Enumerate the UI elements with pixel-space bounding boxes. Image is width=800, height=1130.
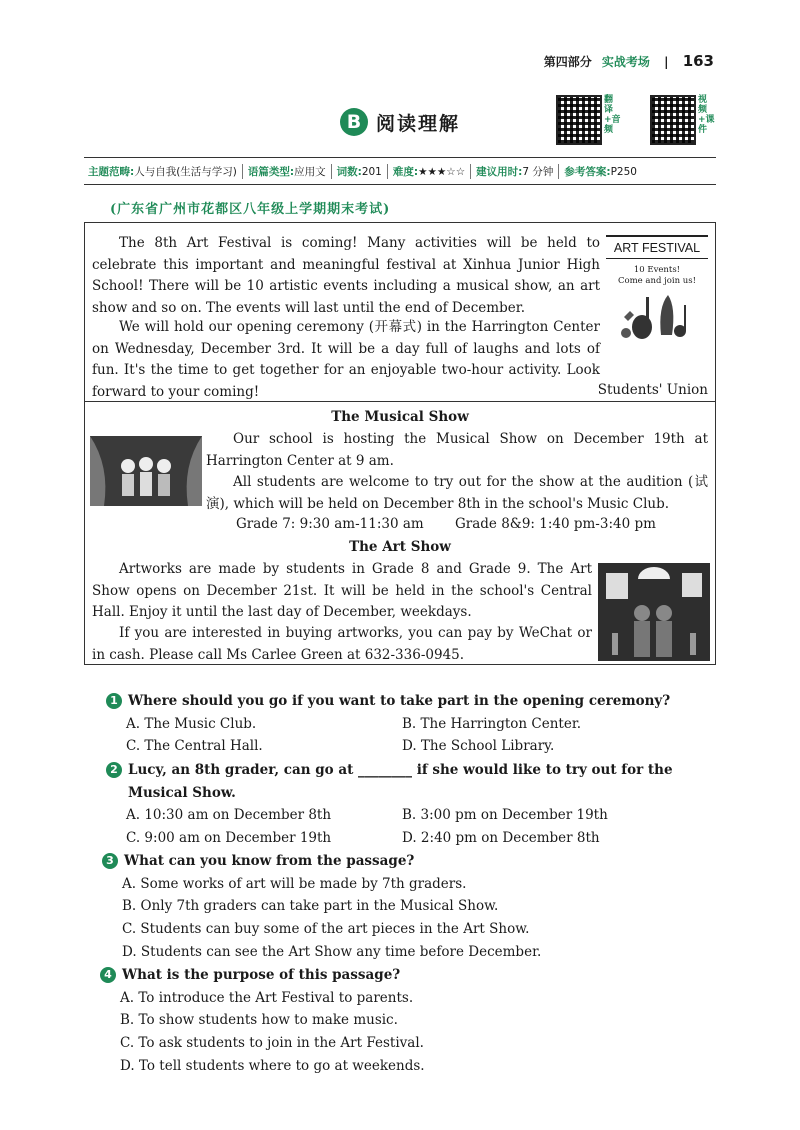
option-d[interactable]: D. The School Library. bbox=[402, 738, 555, 755]
option-c[interactable]: C. 9:00 am on December 19th bbox=[126, 830, 332, 847]
question-1 bbox=[106, 690, 716, 758]
question-number: 4 bbox=[100, 967, 116, 983]
question-number: 3 bbox=[102, 853, 118, 869]
option-b[interactable]: B. To show students how to make music. bbox=[120, 1012, 398, 1029]
qr-code-video[interactable] bbox=[650, 95, 696, 145]
option-d[interactable]: D. To tell students where to go at weekends. bbox=[120, 1057, 425, 1074]
question-number: 1 bbox=[106, 693, 122, 709]
qr-label-video: 视频+课件 bbox=[698, 95, 715, 135]
section-title-text: 阅读理解 bbox=[376, 112, 461, 135]
meta-answer: 参考答案:P250 bbox=[558, 164, 642, 179]
meta-time: 建议用时:7 分钟 bbox=[470, 164, 558, 179]
option-b[interactable]: B. Only 7th graders can take part in the Musical Show. bbox=[122, 898, 499, 915]
art-festival-poster bbox=[606, 235, 708, 367]
question-number: 2 bbox=[106, 762, 122, 778]
option-c[interactable]: C. To ask students to join in the Art Festival. bbox=[120, 1035, 424, 1052]
question-4 bbox=[100, 964, 710, 1078]
announcement-paragraph-1: The 8th Art Festival is coming! Many activities will be held to celebrate this important and meaningful festival at Xinhua Junior High School! There will be 10 artistic events including a musical show, an art show and so on. The events will last until the end of December. bbox=[92, 235, 600, 316]
option-a[interactable]: A. To introduce the Art Festival to parents. bbox=[120, 989, 414, 1006]
section-title bbox=[340, 108, 460, 136]
meta-difficulty: 难度:★★★☆☆ bbox=[387, 164, 470, 179]
question-text: What is the purpose of this passage? bbox=[122, 967, 401, 983]
header-part: 第四部分 bbox=[543, 55, 592, 69]
musical-show-times-grade89: Grade 8&9: 1:40 pm-3:40 pm bbox=[455, 516, 656, 532]
option-c[interactable]: C. Students can buy some of the art pieces in the Art Show. bbox=[122, 921, 530, 938]
musical-show-image bbox=[90, 436, 202, 506]
header-section: 实战考场 bbox=[601, 55, 650, 69]
question-text: What can you know from the passage? bbox=[124, 853, 415, 869]
poster-title: ART FESTIVAL bbox=[606, 237, 708, 259]
option-a[interactable]: A. Some works of art will be made by 7th graders. bbox=[122, 875, 467, 892]
meta-word-count: 词数:201 bbox=[331, 164, 387, 179]
musical-show-paragraph-2: All students are welcome to try out for the show at the audition (试演), which will be held on December 8th in the school's Music Club. bbox=[206, 474, 708, 512]
question-text: Where should you go if you want to take part in the opening ceremony? bbox=[128, 693, 671, 709]
art-show-paragraph-1: Artworks are made by students in Grade 8 and Grade 9. The Art Show opens on December 21st. It will be held in the school's Central Hall. Enjoy it until the last day of December, weekdays. bbox=[92, 561, 592, 620]
option-b[interactable]: B. 3:00 pm on December 19th bbox=[402, 807, 608, 824]
qr-label-translation: 翻译+音频 bbox=[604, 95, 621, 135]
art-show-paragraph-2: If you are interested in buying artworks, you can pay by WeChat or in cash. Please call Ms Carlee Green at 632-336-0945. bbox=[92, 625, 592, 663]
qr-code-translation[interactable] bbox=[556, 95, 602, 145]
poster-line-2: Come and join us! bbox=[618, 276, 696, 286]
announcement-signature: Students' Union bbox=[597, 382, 708, 398]
header-divider: | bbox=[664, 55, 669, 69]
announcement-paragraph-2: We will hold our opening ceremony (开幕式) in the Harrington Center on Wednesday, December 3rd. It will be a day full of laughs and lots of fun. It's the time to get together for an enjoyable two-hour activity. Look forward to your coming! bbox=[92, 319, 600, 400]
poster-line-1: 10 Events! bbox=[633, 265, 681, 275]
musical-show-heading: The Musical Show bbox=[331, 409, 469, 425]
art-show-heading: The Art Show bbox=[349, 539, 451, 555]
art-show-image bbox=[598, 563, 710, 661]
option-c[interactable]: C. The Central Hall. bbox=[126, 738, 263, 755]
musical-show-paragraph-1: Our school is hosting the Musical Show on December 19th at Harrington Center at 9 am. bbox=[206, 431, 708, 469]
option-a[interactable]: A. 10:30 am on December 8th bbox=[126, 807, 332, 824]
question-text: Lucy, an 8th grader, can go at ________ if she would like to try out for the Musical Show. bbox=[128, 762, 673, 801]
option-d[interactable]: D. Students can see the Art Show any time before December. bbox=[122, 943, 542, 960]
question-2 bbox=[106, 759, 702, 850]
meta-genre: 语篇类型:应用文 bbox=[242, 164, 331, 179]
page-header bbox=[544, 52, 714, 70]
section-badge: B bbox=[340, 108, 368, 136]
question-3 bbox=[102, 850, 712, 964]
option-d[interactable]: D. 2:40 pm on December 8th bbox=[402, 830, 600, 847]
meta-topic: 主题范畴:人与自我(生活与学习) bbox=[88, 165, 237, 178]
option-b[interactable]: B. The Harrington Center. bbox=[402, 715, 582, 732]
page-number: 163 bbox=[682, 52, 714, 70]
option-a[interactable]: A. The Music Club. bbox=[126, 715, 257, 732]
meta-bar bbox=[84, 157, 716, 185]
music-instruments-icon bbox=[606, 287, 708, 347]
exam-source: (广东省广州市花都区八年级上学期期末考试) bbox=[110, 202, 391, 217]
musical-show-times-grade7: Grade 7: 9:30 am-11:30 am bbox=[236, 516, 424, 532]
